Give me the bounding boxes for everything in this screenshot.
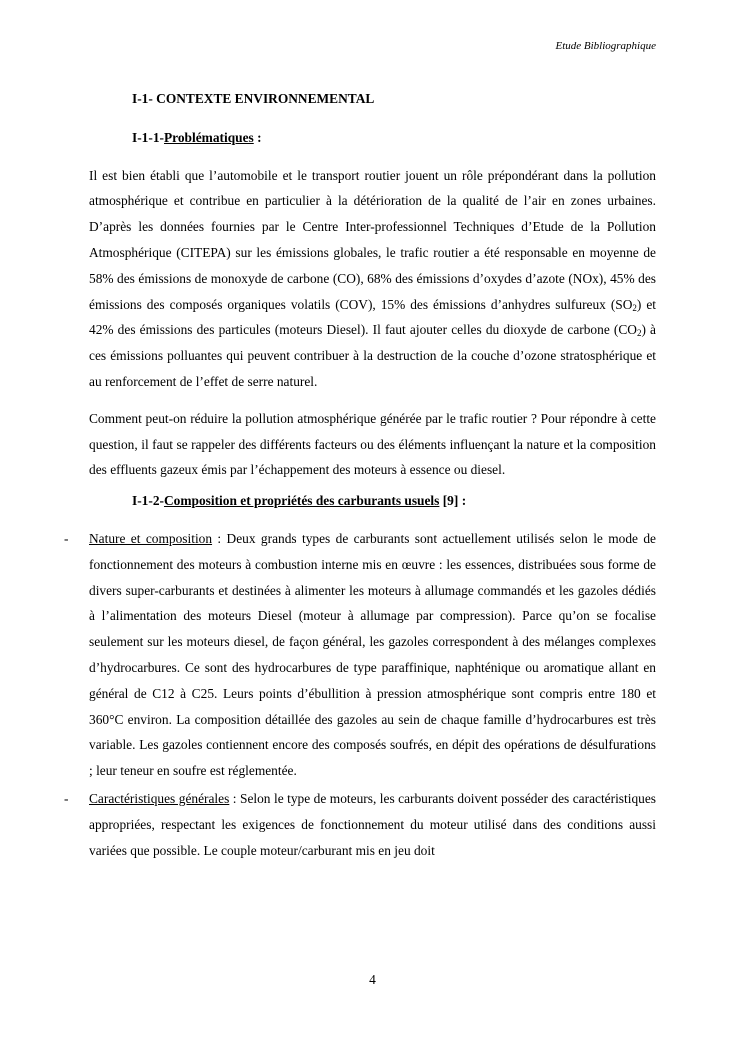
section-title: I-1- CONTEXTE ENVIRONNEMENTAL [132,91,375,106]
list-item-caracteristiques [64,786,656,863]
paragraph-text: ) à ces émissions polluantes qui peuvent contribuer à la destruction de la couche d’ozone stratosphérique et au renforcement de l’effet de serre naturel. [89,322,656,389]
list-item-text: : Deux grands types de carburants sont actuellement utilisés selon le mode de fonctionnement des moteurs à combustion interne mis en œuvre : les essences, distribuées sous forme de divers super-carburants et destinées à alimenter les moteurs à allumage commandés et les gazoles dédiés à l’alimentation des moteurs Diesel (moteur à allumage par compression). Parce qu’on se focalise seulement sur les moteurs diesel, de façon général, les gazoles correspondent à des mélanges complexes d’hydrocarbures. Ce sont des hydrocarbures de type paraffinique, naphténique ou aromatique allant en général de C12 à C25. Leurs points d’ébullition à pression atmosphérique sont compris entre 180 et 360°C environ. La composition détaillée des gazoles au sein de chaque famille d’hydrocarbures est très variable. Les gazoles contiennent encore des composés soufrés, en dépit des opérations de désulfurations ; leur teneur en soufre est réglementée. [89,530,657,779]
subsection-number: I-1-1- [132,129,164,145]
page-body [64,86,657,863]
subscript: 2 [636,328,642,339]
paragraph-pollution-context [89,163,656,395]
list-item-nature-composition [64,526,657,784]
subsection-heading-1 [89,125,656,151]
subsection-suffix: : [253,129,262,145]
subsection-suffix: : [458,493,467,509]
subsection-heading-2 [89,488,656,514]
running-header: Etude Bibliographique [555,40,656,52]
bullet-dash: - [64,790,69,806]
subsection-number: I-1-2- [132,493,164,509]
subsection-title: Problématiques [163,129,254,145]
citation-ref: [9] [439,493,459,509]
bullet-dash: - [64,530,69,546]
subsection-title: Composition et propriétés des carburants usuels [163,493,440,509]
page-number: 4 [369,972,376,987]
subscript: 2 [632,302,637,313]
list-item-text: : Selon le type de moteurs, les carburants doivent posséder des caractéristiques appropriées, respectant les exigences de fonctionnement du moteur utilisé dans des conditions aussi variées que possible. Le couple moteur/carburant mis en jeu doit [89,790,656,858]
paragraph-question: Comment peut-on réduire la pollution atmosphérique générée par le trafic routier ? Pour répondre à cette question, il faut se rappeler des différents facteurs ou des éléments influençant la nature et la composition des effluents gazeux émis par l’échappement des moteurs à essence ou diesel. [89,410,656,478]
list-item-term: Nature et composition [89,530,213,546]
paragraph-text: Il est bien établi que l’automobile et le transport routier jouent un rôle prépondérant dans la pollution atmosphérique et contribue en particulier à la détérioration de la qualité de l’air en zones urbaines. D’après les données fournies par le Centre Inter-professionnel Techniques d’Etude de la Pollution Atmosphérique (CITEPA) sur les émissions globales, le trafic routier a été responsable en moyenne de 58% des émissions de monoxyde de carbone (CO), 68% des émissions d’oxydes d’azote (NOx), 45% des émissions des composés organiques volatils (COV), 15% des émissions d’anhydres sulfureux (SO [89,167,656,312]
list-item-term: Caractéristiques générales [89,790,230,806]
paragraph-text: ) et 42% des émissions des particules (moteurs Diesel). Il faut ajouter celles du dioxyde de carbone (CO [89,296,656,338]
